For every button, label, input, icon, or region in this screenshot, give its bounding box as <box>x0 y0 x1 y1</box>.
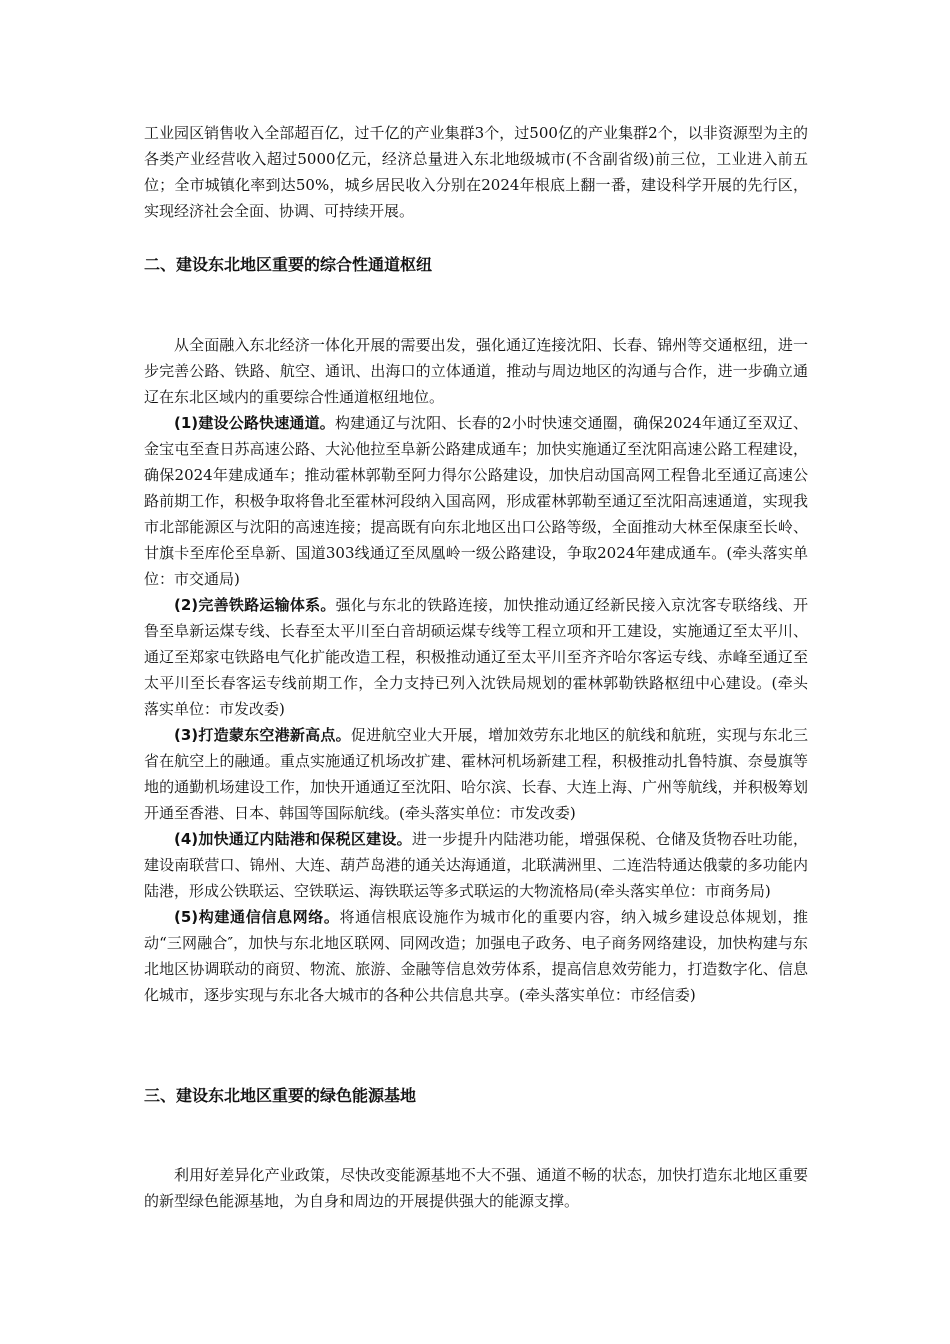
item-5-text: 将通信根底设施作为城市化的重要内容，纳入城乡建设总体规划，推动“三网融合″，加快与东北地区联网、同网改造；加强电子政务、电子商务网络建设，加快构建与东北地区协调联动的商贸、物流、旅游、金融等信息效劳体系，提高信息效劳能力，打造数字化、信息化城市，逐步实现与东北各大城市的各种公共信息共享。(牵头落实单位：市经信委) <box>144 908 808 1004</box>
section-3-intro-paragraph: 利用好差异化产业政策，尽快改变能源基地不大不强、通道不畅的状态，加快打造东北地区重要的新型绿色能源基地，为自身和周边的开展提供强大的能源支撑。 <box>144 1166 808 1210</box>
list-item <box>144 904 808 1008</box>
item-1-text: 构建通辽与沈阳、长春的2小时快速交通圈，确保2024年通辽至双辽、金宝屯至查日苏高速公路、大沁他拉至阜新公路建成通车；加快实施通辽至沈阳高速公路工程建设，确保2024年建成通车；推动霍林郭勒至阿力得尔公路建设，加快启动国高网工程鲁北至通辽高速公路前期工作，积极争取将鲁北至霍林河段纳入国高网，形成霍林郭勒至通辽至沈阳高速通道，实现我市北部能源区与沈阳的高速连接；提高既有向东北地区出口公路等级，全面推动大林至保康至长岭、甘旗卡至库伦至阜新、国道303线通辽至凤凰岭一级公路建设，争取2024年建成通车。(牵头落实单位：市交通局) <box>144 414 808 588</box>
list-item <box>144 826 808 904</box>
section-3-body <box>144 1162 808 1214</box>
section-2-heading: 二、建设东北地区重要的综合性通道枢纽 <box>144 255 433 274</box>
list-item <box>144 410 808 592</box>
list-item <box>144 722 808 826</box>
item-3-lead: (3)打造蒙东空港新高点。 <box>174 726 351 744</box>
item-2-lead: (2)完善铁路运输体系。 <box>174 596 336 614</box>
item-1-lead: (1)建设公路快速通道。 <box>174 414 335 432</box>
intro-paragraph: 工业园区销售收入全部超百亿，过千亿的产业集群3个，过500亿的产业集群2个，以非资源型为主的各类产业经营收入超过5000亿元，经济总量进入东北地级城市(不含副省级)前三位，工业进入前五位；全市城镇化率到达50%，城乡居民收入分别在2024年根底上翻一番，建设科学开展的先行区，实现经济社会全面、协调、可持续开展。 <box>144 124 808 220</box>
intro-block <box>144 120 808 224</box>
item-5-lead: (5)构建通信信息网络。 <box>174 908 340 926</box>
section-2-intro-paragraph: 从全面融入东北经济一体化开展的需要出发，强化通辽连接沈阳、长春、锦州等交通枢纽，进一步完善公路、铁路、航空、通讯、出海口的立体通道，推动与周边地区的沟通与合作，进一步确立通辽在东北区域内的重要综合性通道枢纽地位。 <box>144 336 808 406</box>
item-3-text: 促进航空业大开展，增加效劳东北地区的航线和航班，实现与东北三省在航空上的融通。重点实施通辽机场改扩建、霍林河机场新建工程，积极推动扎鲁特旗、奈曼旗等地的通勤机场建设工作，加快开通通辽至沈阳、哈尔滨、长春、大连上海、广州等航线，并积极筹划开通至香港、日本、韩国等国际航线。(牵头落实单位：市发改委) <box>144 726 808 822</box>
section-3-heading: 三、建设东北地区重要的绿色能源基地 <box>144 1086 417 1105</box>
list-item <box>144 592 808 722</box>
item-2-text: 强化与东北的铁路连接，加快推动通辽经新民接入京沈客专联络线、开鲁至阜新运煤专线、长春至太平川至白音胡硕运煤专线等工程立项和开工建设，实施通辽至太平川、通辽至郑家屯铁路电气化扩能改造工程，积极推动通辽至太平川至齐齐哈尔客运专线、赤峰至通辽至太平川至长春客运专线前期工作，全力支持已列入沈铁局规划的霍林郭勒铁路枢纽中心建设。(牵头落实单位：市发改委) <box>144 596 808 718</box>
section-2-body <box>144 332 808 1008</box>
item-4-text: 进一步提升内陆港功能，增强保税、仓储及货物吞吐功能，建设南联营口、锦州、大连、葫芦岛港的通关达海通道，北联满洲里、二连浩特通达俄蒙的多功能内陆港，形成公铁联运、空铁联运、海铁联运等多式联运的大物流格局(牵头落实单位：市商务局) <box>144 830 808 900</box>
item-4-lead: (4)加快通辽内陆港和保税区建设。 <box>174 830 412 848</box>
